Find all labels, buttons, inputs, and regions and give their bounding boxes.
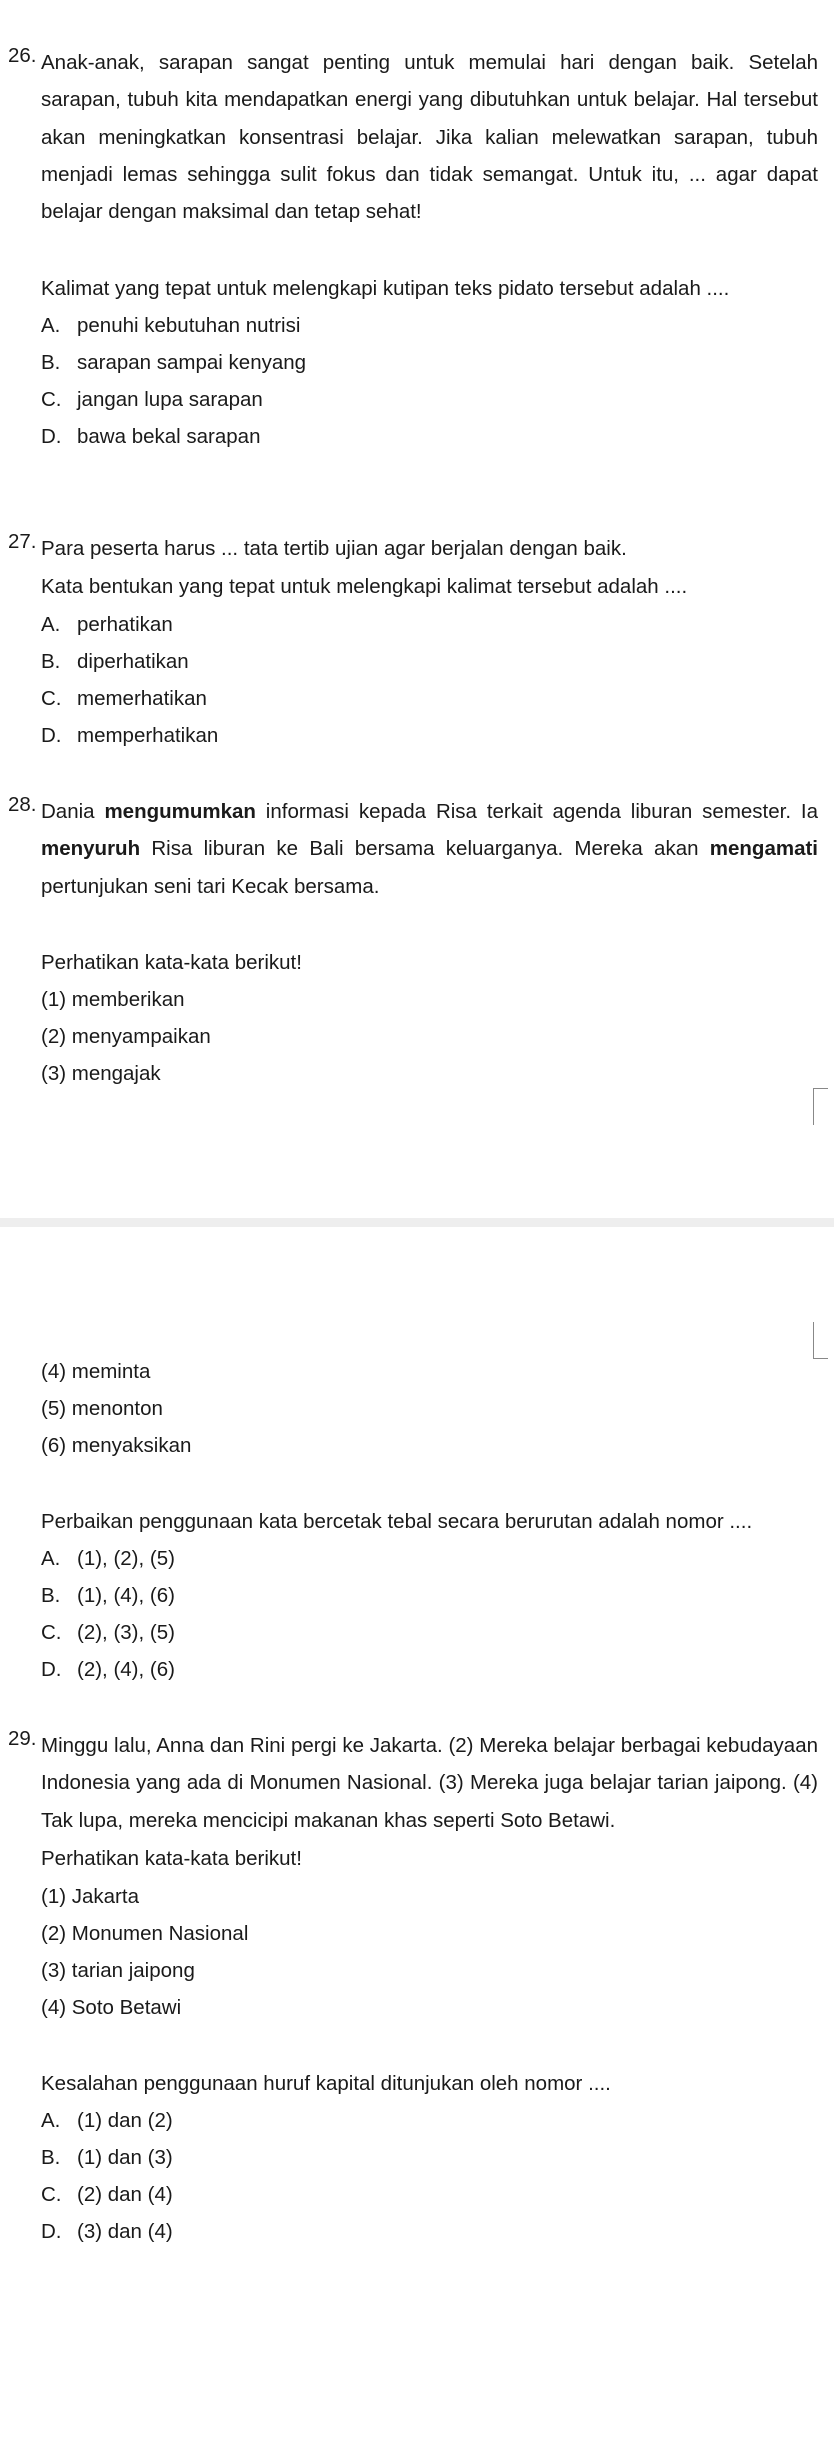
option-letter: B. xyxy=(41,2146,61,2169)
option-letter: C. xyxy=(41,2183,62,2206)
option-text: jangan lupa sarapan xyxy=(77,388,263,411)
option-a[interactable] xyxy=(41,2102,173,2139)
bold-word-3: mengamati xyxy=(709,837,818,861)
question-stem: Anak-anak, sarapan sangat penting untuk memulai hari dengan baik. Setelah sarapan, tubuh kita mendapatkan energi yang dibutuhkan untuk belajar. Hal tersebut akan meningkatkan konsentrasi belajar. Jika kalian melewatkan sarapan, tubuh menjadi lemas sehingga sulit fokus dan tidak semangat. Untuk itu, ... agar dapat belajar dengan maksimal dan tetap sehat! xyxy=(41,51,818,224)
option-text: penuhi kebutuhan nutrisi xyxy=(77,314,301,337)
bold-word-1: mengumumkan xyxy=(104,800,256,823)
option-letter: A. xyxy=(41,314,61,337)
option-letter: A. xyxy=(41,613,61,636)
option-text: (2), (3), (5) xyxy=(77,1621,175,1644)
option-c[interactable] xyxy=(41,1614,175,1651)
option-text: (2) dan (4) xyxy=(77,2183,173,2206)
word-item: (2) Monumen Nasional xyxy=(41,1922,249,1945)
option-letter: B. xyxy=(41,351,61,374)
option-d[interactable] xyxy=(41,418,261,455)
crop-mark xyxy=(813,1088,828,1125)
intro-text: Perhatikan kata-kata berikut! xyxy=(41,1847,302,1870)
option-letter: D. xyxy=(41,724,62,747)
stem-text: informasi kepada Risa terkait agenda liburan semester. Ia xyxy=(255,800,818,823)
option-d[interactable] xyxy=(41,717,218,754)
option-text: perhatikan xyxy=(77,613,173,636)
option-letter: D. xyxy=(41,1658,62,1681)
option-b[interactable] xyxy=(41,2139,173,2176)
option-c[interactable] xyxy=(41,2176,173,2213)
word-item: (3) tarian jaipong xyxy=(41,1959,195,1982)
option-text: bawa bekal sarapan xyxy=(77,425,261,448)
option-text: diperhatikan xyxy=(77,650,189,673)
option-a[interactable] xyxy=(41,1540,175,1577)
option-letter: D. xyxy=(41,425,62,448)
word-item: (5) menonton xyxy=(41,1397,163,1420)
question-27 xyxy=(8,530,818,567)
option-letter: D. xyxy=(41,2220,62,2243)
page-2 xyxy=(0,1227,834,2445)
question-26 xyxy=(8,44,818,230)
question-number: 27. xyxy=(8,530,37,553)
question-29 xyxy=(8,1727,818,1839)
option-a[interactable] xyxy=(41,307,300,344)
page-separator xyxy=(0,1218,834,1227)
option-text: memerhatikan xyxy=(77,687,207,710)
option-letter: A. xyxy=(41,1547,61,1570)
option-a[interactable] xyxy=(41,606,173,643)
intro-text: Perhatikan kata-kata berikut! xyxy=(41,951,302,974)
question-prompt: Perbaikan penggunaan kata bercetak tebal secara berurutan adalah nomor .... xyxy=(41,1510,753,1533)
option-text: (1) dan (2) xyxy=(77,2109,173,2132)
stem-text: pertunjukan seni tari Kecak bersama. xyxy=(41,874,380,898)
question-prompt: Kesalahan penggunaan huruf kapital ditunjukan oleh nomor .... xyxy=(41,2072,611,2095)
option-letter: A. xyxy=(41,2109,61,2132)
option-text: (3) dan (4) xyxy=(77,2220,173,2243)
word-item: (3) mengajak xyxy=(41,1062,161,1085)
stem-text: Dania xyxy=(41,800,105,823)
word-item: (1) memberikan xyxy=(41,988,185,1011)
question-number: 29. xyxy=(8,1727,37,1750)
page-1 xyxy=(0,0,834,1218)
bold-word-2: menyuruh xyxy=(41,837,141,861)
option-c[interactable] xyxy=(41,381,263,418)
question-prompt: Kata bentukan yang tepat untuk melengkapi kalimat tersebut adalah .... xyxy=(41,575,688,598)
option-text: (1), (2), (5) xyxy=(77,1547,175,1570)
option-letter: B. xyxy=(41,650,61,673)
option-letter: C. xyxy=(41,1621,62,1644)
option-letter: C. xyxy=(41,388,62,411)
word-item: (4) meminta xyxy=(41,1360,151,1383)
question-number: 26. xyxy=(8,44,37,67)
option-b[interactable] xyxy=(41,643,189,680)
option-b[interactable] xyxy=(41,344,306,381)
option-letter: B. xyxy=(41,1584,61,1607)
question-number: 28. xyxy=(8,793,37,816)
option-text: (1) dan (3) xyxy=(77,2146,173,2169)
option-text: (1), (4), (6) xyxy=(77,1584,175,1607)
option-text: memperhatikan xyxy=(77,724,219,747)
option-b[interactable] xyxy=(41,1577,175,1614)
word-item: (2) menyampaikan xyxy=(41,1025,211,1048)
option-letter: C. xyxy=(41,687,62,710)
question-stem: Minggu lalu, Anna dan Rini pergi ke Jakarta. (2) Mereka belajar berbagai kebudayaan Indonesia yang ada di Monumen Nasional. (3) Mereka juga belajar tarian jaipong. (4) Tak lupa, mereka mencicipi makanan khas seperti Soto Betawi. xyxy=(41,1734,818,1832)
question-stem xyxy=(41,793,818,905)
stem-text: Risa liburan ke Bali bersama keluarganya. Mereka akan xyxy=(140,837,710,861)
word-item: (6) menyaksikan xyxy=(41,1434,192,1457)
question-prompt: Kalimat yang tepat untuk melengkapi kutipan teks pidato tersebut adalah .... xyxy=(41,277,730,300)
option-text: sarapan sampai kenyang xyxy=(77,351,307,374)
word-item: (4) Soto Betawi xyxy=(41,1996,182,2019)
option-text: (2), (4), (6) xyxy=(77,1658,175,1681)
question-stem: Para peserta harus ... tata tertib ujian agar berjalan dengan baik. xyxy=(41,537,627,560)
option-d[interactable] xyxy=(41,2213,173,2250)
question-28 xyxy=(8,793,818,905)
option-c[interactable] xyxy=(41,680,207,717)
word-item: (1) Jakarta xyxy=(41,1885,139,1908)
option-d[interactable] xyxy=(41,1651,175,1688)
